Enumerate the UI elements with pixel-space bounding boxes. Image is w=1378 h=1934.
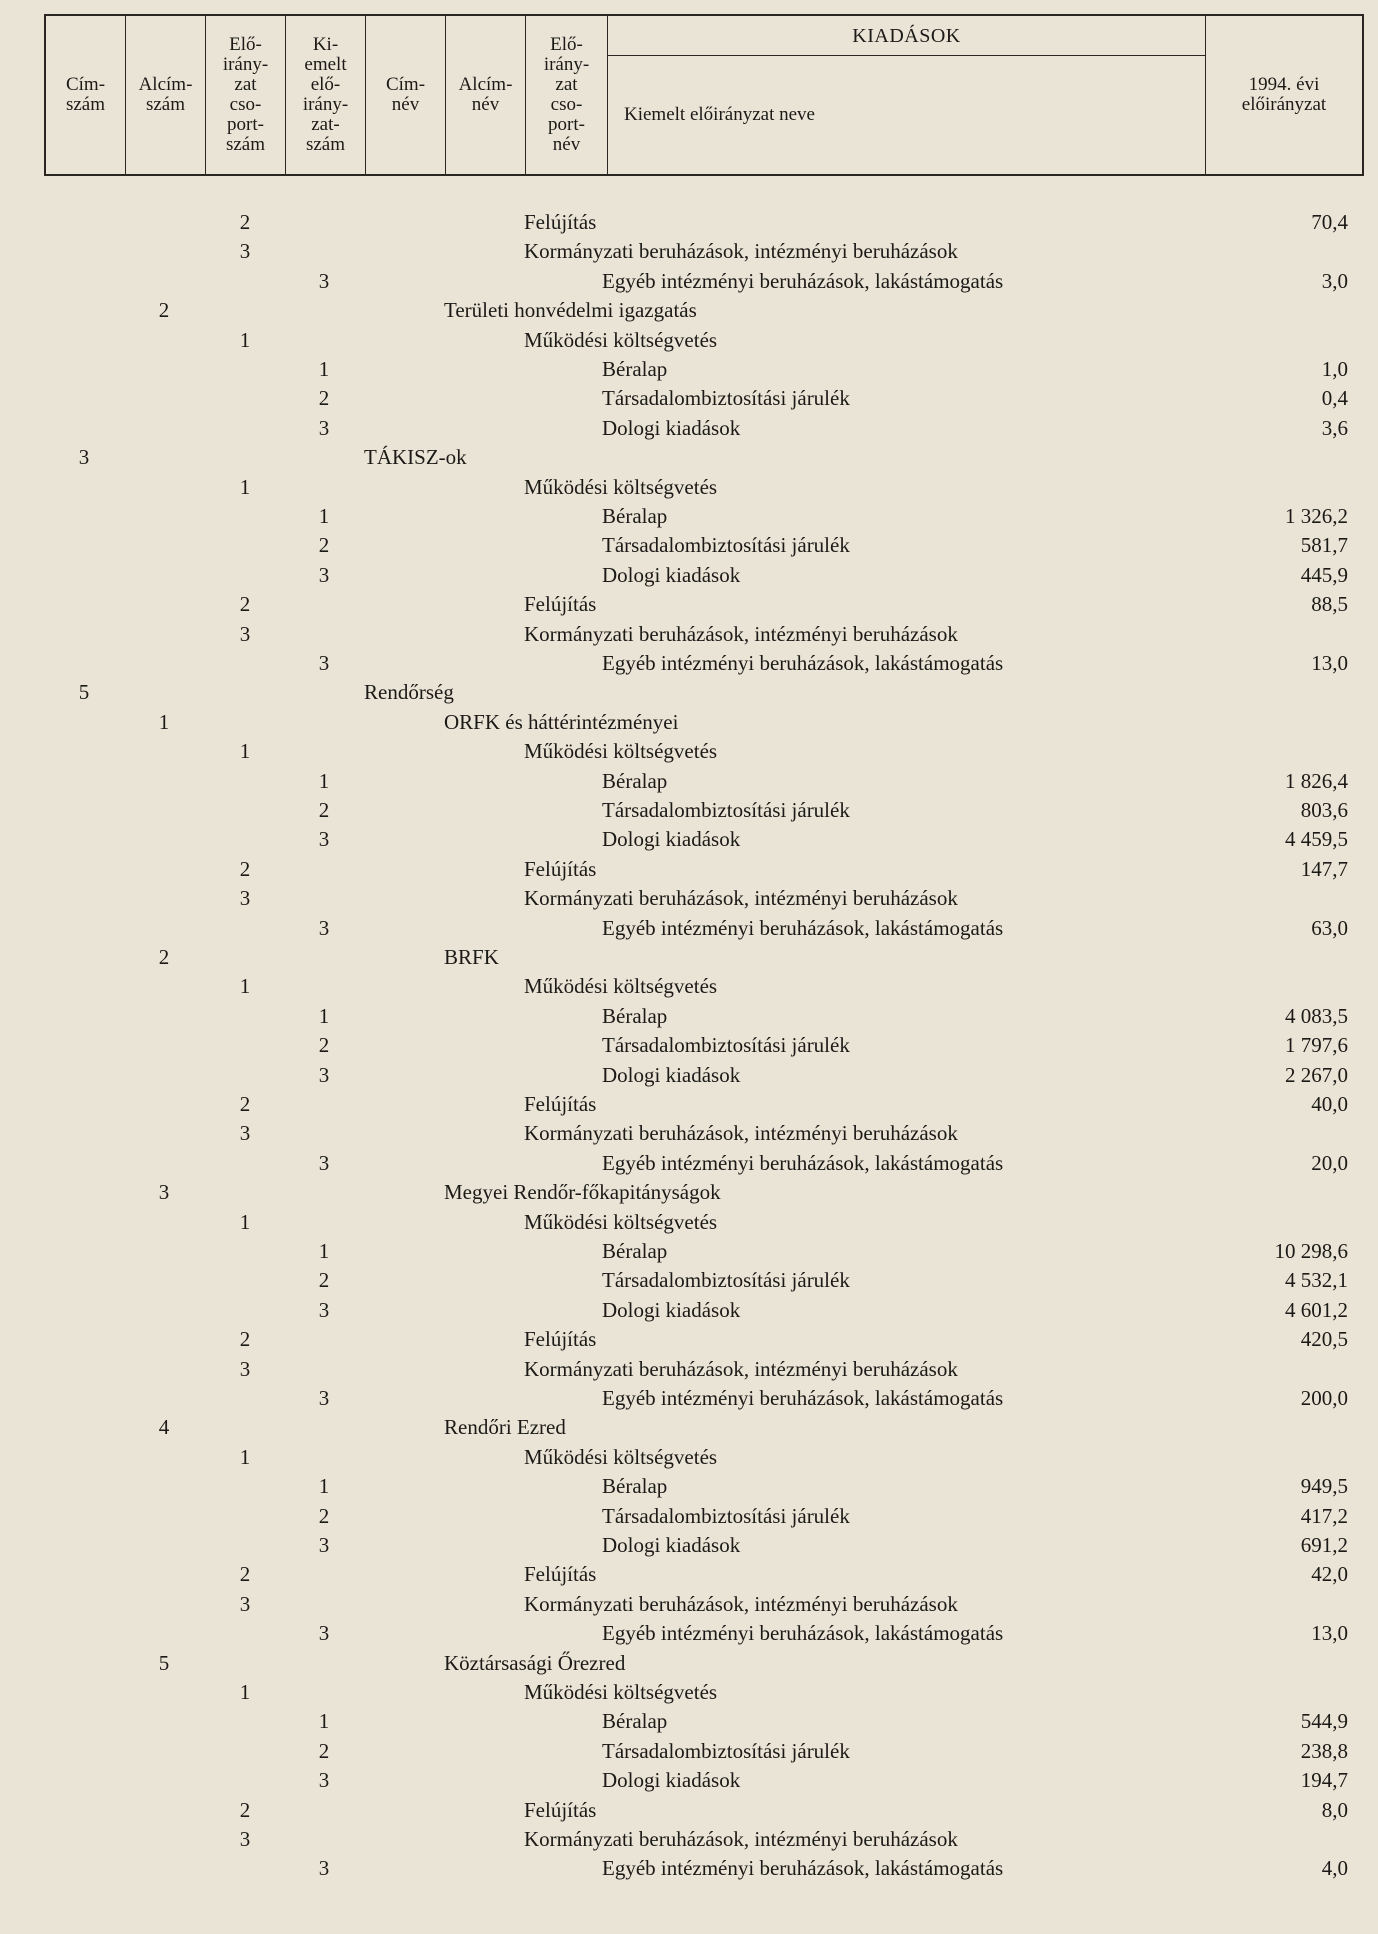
row-name: Rendőri Ezred: [444, 1415, 566, 1440]
table-row: [0, 443, 1378, 472]
table-row: [0, 914, 1378, 943]
row-amount: 691,2: [1300, 1533, 1348, 1557]
table-row: [0, 1619, 1378, 1648]
table-row: [0, 384, 1378, 413]
table-row: [0, 1090, 1378, 1119]
row-code: 5: [78, 680, 90, 705]
row-name: Egyéb intézményi beruházások, lakástámogatás: [602, 1856, 1004, 1881]
table-row: [0, 1854, 1378, 1883]
row-code: 3: [318, 1386, 330, 1410]
table-row: [0, 1384, 1378, 1413]
table-row: [0, 620, 1378, 649]
row-code: 3: [239, 1591, 251, 1616]
row-code: 3: [318, 1621, 330, 1646]
row-name: Társadalombiztosítási járulék: [602, 1033, 850, 1058]
header-kiemelt-eloiranyzat-neve: Kiemelt előirányzat neve: [624, 104, 815, 125]
row-name: TÁKISZ-ok: [364, 445, 467, 470]
row-code: 1: [239, 1444, 251, 1469]
row-name: Kormányzati beruházások, intézményi beruházások: [524, 886, 958, 911]
row-name: Működési költségvetés: [524, 1444, 718, 1469]
table-row: [0, 473, 1378, 502]
row-code: 2: [239, 1797, 251, 1822]
table-row: [0, 1178, 1378, 1207]
table-row: [0, 1560, 1378, 1589]
table-row: [0, 1649, 1378, 1678]
row-name: Felújítás: [524, 1327, 597, 1352]
table-row: [0, 502, 1378, 531]
row-name: Béralap: [602, 1709, 668, 1734]
row-name: Kormányzati beruházások, intézményi beruházások: [524, 1827, 958, 1851]
row-name: Egyéb intézményi beruházások, lakástámogatás: [602, 268, 1004, 293]
table-row: [0, 355, 1378, 384]
header-kiadasok: [608, 16, 1206, 174]
row-name: Kormányzati beruházások, intézményi beruházások: [524, 239, 958, 264]
row-amount: 40,0: [1311, 1092, 1348, 1116]
row-name: Működési költségvetés: [524, 739, 718, 764]
row-code: 3: [318, 1062, 330, 1087]
row-name: Egyéb intézményi beruházások, lakástámogatás: [602, 1150, 1004, 1175]
row-amount: 200,0: [1300, 1386, 1348, 1410]
row-code: 2: [318, 1033, 330, 1058]
row-name: Felújítás: [524, 1562, 597, 1587]
row-code: 1: [239, 327, 251, 352]
table-row: [0, 1149, 1378, 1178]
row-code: 2: [318, 1268, 330, 1293]
header-cimnev: Cím- név: [366, 16, 446, 174]
row-name: Egyéb intézményi beruházások, lakástámogatás: [602, 1386, 1004, 1410]
row-name: Társadalombiztosítási járulék: [602, 1503, 850, 1528]
row-name: Egyéb intézményi beruházások, lakástámogatás: [602, 1621, 1004, 1646]
row-name: Felújítás: [524, 210, 597, 234]
header-alcimnev: Alcím- név: [446, 16, 526, 174]
row-code: 1: [318, 1474, 330, 1499]
table-row: [0, 1002, 1378, 1031]
table-row: [0, 1502, 1378, 1531]
table-row: [0, 1266, 1378, 1295]
table-row: [0, 1707, 1378, 1736]
row-code: 2: [239, 1562, 251, 1587]
table-row: [0, 296, 1378, 325]
row-name: Megyei Rendőr-főkapitányságok: [444, 1180, 721, 1205]
row-name: BRFK: [444, 945, 499, 969]
row-code: 2: [239, 592, 251, 617]
row-amount: 3,6: [1321, 415, 1348, 440]
table-row: [0, 561, 1378, 590]
table-row: [0, 1796, 1378, 1825]
row-name: Dologi kiadások: [602, 415, 741, 440]
row-amount: 4 459,5: [1285, 827, 1348, 852]
row-amount: 88,5: [1311, 592, 1348, 617]
row-amount: 1 797,6: [1285, 1033, 1348, 1058]
row-name: Kormányzati beruházások, intézményi beruházások: [524, 1356, 958, 1381]
row-name: Dologi kiadások: [602, 1297, 741, 1322]
table-row: [0, 590, 1378, 619]
table-row: [0, 678, 1378, 707]
row-name: Rendőrség: [364, 680, 454, 705]
row-name: Társadalombiztosítási járulék: [602, 533, 850, 558]
row-amount: 8,0: [1321, 1797, 1348, 1822]
row-amount: 4 601,2: [1285, 1297, 1348, 1322]
table-row: [0, 208, 1378, 237]
row-name: Működési költségvetés: [524, 474, 718, 499]
row-name: Felújítás: [524, 592, 597, 617]
row-amount: 1 326,2: [1285, 504, 1348, 528]
row-code: 3: [318, 827, 330, 852]
table-row: [0, 884, 1378, 913]
row-amount: 949,5: [1300, 1474, 1348, 1499]
row-amount: 194,7: [1300, 1768, 1348, 1793]
table-row: [0, 1208, 1378, 1237]
row-code: 1: [318, 1003, 330, 1028]
row-code: 1: [239, 474, 251, 499]
row-amount: 3,0: [1321, 268, 1348, 293]
row-name: Köztársasági Őrezred: [444, 1650, 626, 1675]
row-code: 1: [318, 768, 330, 793]
row-amount: 10 298,6: [1274, 1239, 1348, 1263]
row-name: Működési költségvetés: [524, 974, 718, 999]
row-amount: 13,0: [1311, 1621, 1348, 1646]
row-amount: 13,0: [1311, 651, 1348, 675]
table-row: [0, 796, 1378, 825]
row-name: Dologi kiadások: [602, 1768, 741, 1793]
table-row: [0, 855, 1378, 884]
row-code: 2: [239, 1327, 251, 1352]
table-row: [0, 767, 1378, 796]
row-name: Béralap: [602, 357, 668, 381]
row-name: Béralap: [602, 1239, 668, 1263]
row-amount: 544,9: [1300, 1709, 1348, 1734]
row-code: 3: [318, 1297, 330, 1322]
table-row: [0, 737, 1378, 766]
header-evi-eloiranyzat: 1994. évi előirányzat: [1241, 74, 1327, 115]
row-code: 2: [318, 798, 330, 822]
table-row: [0, 1531, 1378, 1560]
row-name: Kormányzati beruházások, intézményi beruházások: [524, 1121, 958, 1146]
table-row: [0, 825, 1378, 854]
row-name: Kormányzati beruházások, intézményi beruházások: [524, 621, 958, 646]
row-code: 1: [239, 739, 251, 764]
row-code: 3: [318, 915, 330, 940]
row-code: 2: [318, 1503, 330, 1528]
row-amount: 581,7: [1300, 533, 1348, 558]
row-name: Társadalombiztosítási járulék: [602, 1738, 850, 1763]
row-amount: 1 826,4: [1285, 768, 1348, 793]
row-code: 3: [78, 445, 90, 470]
row-name: Béralap: [602, 1474, 668, 1499]
row-amount: 1,0: [1321, 357, 1348, 381]
table-row: [0, 1296, 1378, 1325]
row-amount: 63,0: [1311, 915, 1348, 940]
header-alcimszam: Alcím- szám: [126, 16, 206, 174]
row-name: Felújítás: [524, 856, 597, 881]
table-row: [0, 649, 1378, 678]
table-row: [0, 531, 1378, 560]
row-amount: 417,2: [1300, 1503, 1348, 1528]
row-amount: 0,4: [1321, 386, 1348, 411]
row-code: 3: [318, 268, 330, 293]
row-code: 3: [239, 1121, 251, 1146]
header-cimszam: Cím- szám: [46, 16, 126, 174]
table-header: [44, 14, 1364, 176]
row-code: 3: [239, 621, 251, 646]
row-code: 1: [318, 504, 330, 528]
table-row: [0, 1825, 1378, 1854]
row-name: Területi honvédelmi igazgatás: [444, 298, 697, 323]
table-row: [0, 1061, 1378, 1090]
table-row: [0, 1472, 1378, 1501]
row-amount: 42,0: [1311, 1562, 1348, 1587]
row-code: 3: [239, 239, 251, 264]
row-amount: 147,7: [1300, 856, 1348, 881]
table-row: [0, 1590, 1378, 1619]
row-amount: 420,5: [1300, 1327, 1348, 1352]
table-row: [0, 1737, 1378, 1766]
row-name: Dologi kiadások: [602, 562, 741, 587]
table-row: [0, 943, 1378, 972]
row-name: Társadalombiztosítási járulék: [602, 1268, 850, 1293]
row-code: 2: [318, 533, 330, 558]
row-code: 1: [318, 357, 330, 381]
row-code: 2: [318, 1738, 330, 1763]
table-row: [0, 1678, 1378, 1707]
row-code: 2: [239, 1092, 251, 1116]
row-code: 3: [239, 1356, 251, 1381]
row-name: Felújítás: [524, 1797, 597, 1822]
row-name: Kormányzati beruházások, intézményi beruházások: [524, 1591, 958, 1616]
table-row: [0, 972, 1378, 1001]
table-row: [0, 414, 1378, 443]
row-code: 4: [158, 1415, 170, 1440]
row-amount: 4 083,5: [1285, 1003, 1348, 1028]
table-row: [0, 1413, 1378, 1442]
row-name: Működési költségvetés: [524, 1209, 718, 1234]
table-row: [0, 326, 1378, 355]
row-amount: 803,6: [1300, 798, 1348, 822]
row-amount: 445,9: [1300, 562, 1348, 587]
row-code: 3: [158, 1180, 170, 1205]
table-row: [0, 1237, 1378, 1266]
row-amount: 70,4: [1311, 210, 1348, 234]
table-row: [0, 1031, 1378, 1060]
table-row: [0, 1355, 1378, 1384]
row-name: Egyéb intézményi beruházások, lakástámogatás: [602, 651, 1004, 675]
row-code: 1: [158, 709, 170, 734]
row-name: Béralap: [602, 768, 668, 793]
row-code: 1: [239, 1680, 251, 1704]
row-name: Működési költségvetés: [524, 1680, 718, 1704]
row-code: 3: [318, 1768, 330, 1793]
table-row: [0, 1443, 1378, 1472]
table-row: [0, 237, 1378, 266]
row-name: Egyéb intézményi beruházások, lakástámogatás: [602, 915, 1004, 940]
row-code: 2: [239, 856, 251, 881]
header-eloiranyzat-csoport-szam: Elő- irány- zat cso- port- szám: [206, 16, 286, 174]
row-code: 2: [318, 386, 330, 411]
row-amount: 4 532,1: [1285, 1268, 1348, 1293]
row-amount: 4,0: [1321, 1856, 1348, 1881]
row-code: 1: [239, 1209, 251, 1234]
row-name: Dologi kiadások: [602, 1062, 741, 1087]
row-code: 2: [158, 945, 170, 969]
row-name: Társadalombiztosítási járulék: [602, 386, 850, 411]
row-code: 1: [318, 1239, 330, 1263]
header-eloiranyzat-csoport-nev: Elő- irány- zat cso- port- név: [526, 16, 608, 174]
row-name: Társadalombiztosítási járulék: [602, 798, 850, 822]
row-code: 5: [158, 1650, 170, 1675]
row-code: 3: [239, 886, 251, 911]
row-name: Dologi kiadások: [602, 1533, 741, 1557]
row-code: 3: [239, 1827, 251, 1851]
row-amount: 2 267,0: [1285, 1062, 1348, 1087]
row-code: 2: [158, 298, 170, 323]
row-code: 2: [239, 210, 251, 234]
row-code: 1: [239, 974, 251, 999]
row-name: Működési költségvetés: [524, 327, 718, 352]
table-row: [0, 708, 1378, 737]
table-row: [0, 1325, 1378, 1354]
row-code: 3: [318, 1150, 330, 1175]
header-kiemelt-eloiranyzat-szam: Ki- emelt elő- irány- zat- szám: [286, 16, 366, 174]
row-name: Dologi kiadások: [602, 827, 741, 852]
row-name: Felújítás: [524, 1092, 597, 1116]
row-amount: 20,0: [1311, 1150, 1348, 1175]
table-row: [0, 1766, 1378, 1795]
row-code: 3: [318, 651, 330, 675]
row-amount: 238,8: [1300, 1738, 1348, 1763]
row-name: Béralap: [602, 1003, 668, 1028]
row-code: 3: [318, 562, 330, 587]
table-row: [0, 1119, 1378, 1148]
row-code: 3: [318, 1533, 330, 1557]
row-name: Béralap: [602, 504, 668, 528]
row-code: 3: [318, 415, 330, 440]
row-name: ORFK és háttérintézményei: [444, 709, 679, 734]
header-kiadasok-title: KIADÁSOK: [608, 16, 1205, 56]
row-code: 1: [318, 1709, 330, 1734]
table-row: [0, 267, 1378, 296]
row-code: 3: [318, 1856, 330, 1881]
